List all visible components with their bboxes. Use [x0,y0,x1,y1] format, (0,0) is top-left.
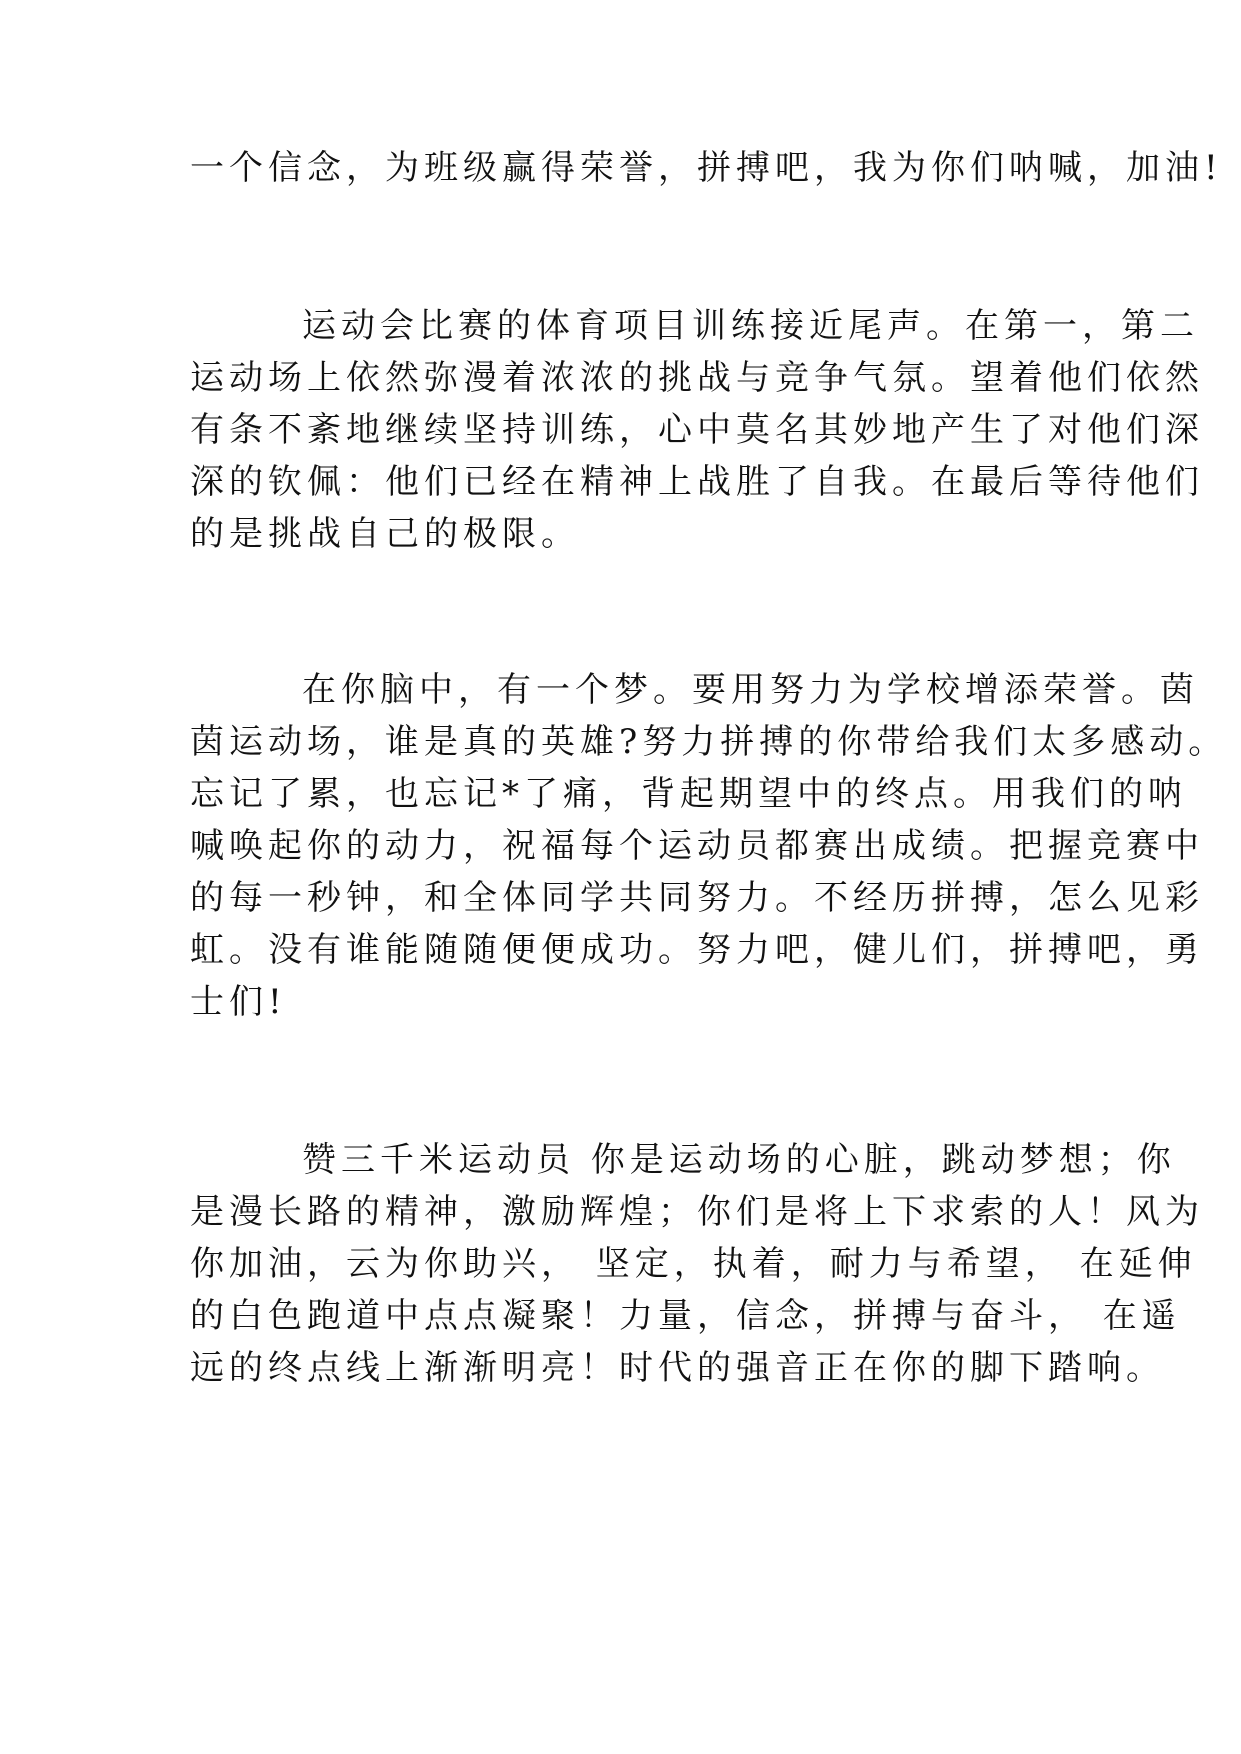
paragraph-3-line-4: 喊唤起你的动力，祝福每个运动员都赛出成绩。把握竞赛中 [190,826,1204,866]
paragraph-4-line-1: 赞三千米运动员 你是运动场的心脏，跳动梦想；你 [302,1140,1176,1180]
paragraph-4-line-5: 远的终点线上渐渐明亮！时代的强音正在你的脚下踏响。 [190,1348,1165,1388]
paragraph-3-line-6: 虹。没有谁能随随便便成功。努力吧，健儿们，拼搏吧，勇 [190,930,1204,970]
paragraph-2-line-1: 运动会比赛的体育项目训练接近尾声。在第一，第二 [302,306,1199,346]
paragraph-3-line-1: 在你脑中，有一个梦。要用努力为学校增添荣誉。茵 [302,670,1199,710]
paragraph-3-line-3: 忘记了累，也忘记*了痛，背起期望中的终点。用我们的呐 [190,774,1187,814]
paragraph-4-line-2: 是漫长路的精神，激励辉煌；你们是将上下求索的人！风为 [190,1192,1204,1232]
paragraph-2-line-2: 运动场上依然弥漫着浓浓的挑战与竞争气氛。望着他们依然 [190,358,1204,398]
paragraph-2-line-5: 的是挑战自己的极限。 [190,514,580,554]
paragraph-3-line-7: 士们! [190,982,287,1022]
paragraph-3-line-5: 的每一秒钟，和全体同学共同努力。不经历拼搏，怎么见彩 [190,878,1204,918]
paragraph-4-line-4: 的白色跑道中点点凝聚！力量，信念，拼搏与奋斗， 在遥 [190,1296,1181,1336]
paragraph-3-line-2: 茵运动场，谁是真的英雄?努力拼搏的你带给我们太多感动。 [190,722,1228,762]
paragraph-4-line-3: 你加油，云为你助兴， 坚定，执着，耐力与希望， 在延伸 [190,1244,1197,1284]
paragraph-2-line-3: 有条不紊地继续坚持训练，心中莫名其妙地产生了对他们深 [190,410,1204,450]
paragraph-2-line-4: 深的钦佩：他们已经在精神上战胜了自我。在最后等待他们 [190,462,1204,502]
paragraph-1-line-1: 一个信念，为班级赢得荣誉，拼搏吧，我为你们呐喊，加油! [190,148,1223,188]
